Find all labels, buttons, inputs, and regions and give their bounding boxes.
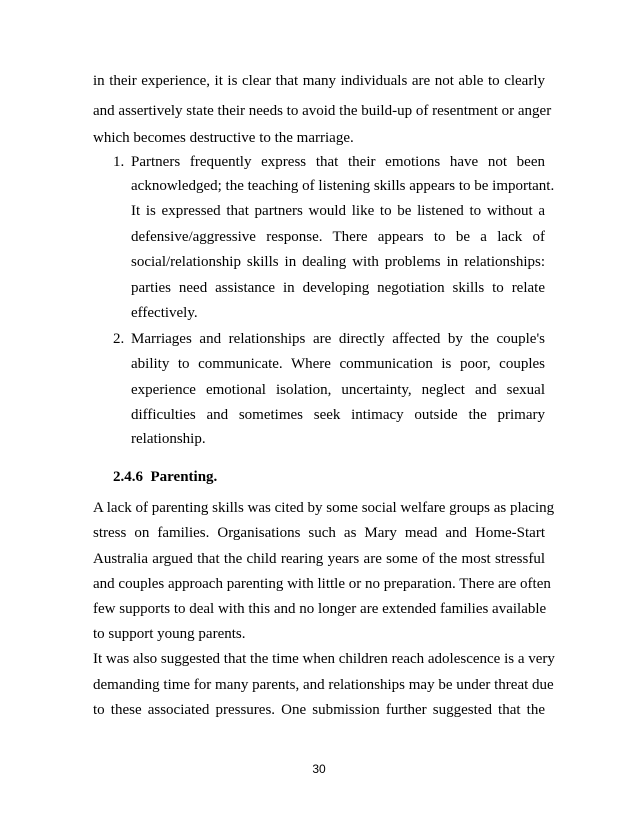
section-heading: 2.4.6 Parenting. [113, 469, 218, 485]
text-line: difficulties and sometimes seek intimacy outside the primary [131, 407, 545, 423]
text-line: in their experience, it is clear that many individuals are not able to clearly [93, 73, 545, 89]
text-line: to support young parents. [93, 626, 246, 642]
text-line: A lack of parenting skills was cited by some social welfare groups as placing [93, 500, 555, 516]
text-line: It is expressed that partners would like to be listened to without a [131, 203, 545, 219]
text-line: Australia argued that the child rearing years are some of the most stressful [93, 551, 545, 567]
text-line: defensive/aggressive response. There appears to be a lack of [131, 229, 545, 245]
list-number: 1. [113, 154, 125, 170]
text-line: Partners frequently express that their emotions have not been [131, 154, 545, 170]
list-number: 2. [113, 331, 125, 347]
text-line: demanding time for many parents, and relationships may be under threat due [93, 677, 554, 693]
text-line: stress on families. Organisations such as Mary mead and Home-Start [93, 525, 545, 541]
text-line: ability to communicate. Where communication is poor, couples [131, 356, 545, 372]
text-line: few supports to deal with this and no longer are extended families available [93, 601, 547, 617]
text-line: to these associated pressures. One submission further suggested that the [93, 702, 545, 718]
text-line: and assertively state their needs to avoid the build-up of resentment or anger [93, 103, 552, 119]
text-line: It was also suggested that the time when children reach adolescence is a very [93, 651, 555, 667]
page-number: 30 [312, 762, 326, 776]
text-line: effectively. [131, 305, 198, 321]
text-line: parties need assistance in developing negotiation skills to relate [131, 280, 545, 296]
text-line: experience emotional isolation, uncertainty, neglect and sexual [131, 382, 545, 398]
text-line: which becomes destructive to the marriage. [93, 130, 354, 146]
text-line: acknowledged; the teaching of listening skills appears to be important. [131, 178, 555, 194]
text-line: social/relationship skills in dealing with problems in relationships: [131, 254, 545, 270]
text-line: relationship. [131, 431, 206, 447]
text-line: Marriages and relationships are directly affected by the couple's [131, 331, 545, 347]
text-line: and couples approach parenting with little or no preparation. There are often [93, 576, 551, 592]
